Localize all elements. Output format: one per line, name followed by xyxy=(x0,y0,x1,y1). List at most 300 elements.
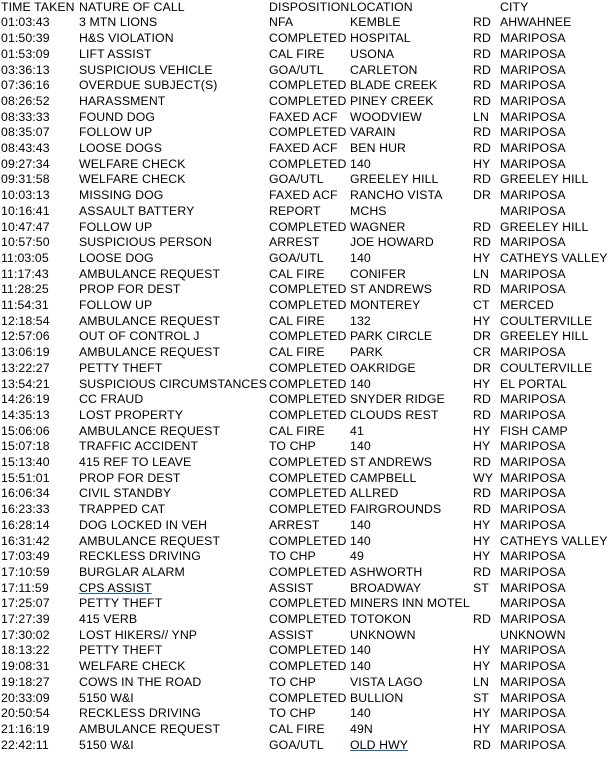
city-cell: MARIPOSA xyxy=(500,643,566,658)
table-row xyxy=(0,329,614,345)
disposition-cell: COMPLETED xyxy=(269,31,347,46)
disposition-cell: COMPLETED xyxy=(269,596,347,611)
header-time-taken: TIME TAKEN xyxy=(1,0,75,14)
disposition-cell: COMPLETED xyxy=(269,156,347,171)
time-cell: 19:08:31 xyxy=(1,659,50,674)
table-row xyxy=(0,15,614,31)
suffix-cell: RD xyxy=(473,407,491,422)
nature-cell: ASSAULT BATTERY xyxy=(79,203,195,218)
table-row xyxy=(0,424,614,440)
disposition-cell: CAL FIRE xyxy=(269,345,325,360)
location-cell: WAGNER xyxy=(350,219,406,234)
location-cell: UNKNOWN xyxy=(350,627,416,642)
location-cell: MONTEREY xyxy=(350,298,421,312)
suffix-cell: ST xyxy=(473,580,489,595)
time-cell: 11:28:25 xyxy=(1,282,49,297)
time-cell: 17:27:39 xyxy=(1,612,50,626)
location-cell: CARLETON xyxy=(350,62,418,77)
nature-cell: BURGLAR ALARM xyxy=(79,564,185,579)
city-cell: MARIPOSA xyxy=(500,486,566,501)
table-row xyxy=(0,596,614,612)
location-cell: KEMBLE xyxy=(350,15,401,30)
nature-cell: PETTY THEFT xyxy=(79,360,163,375)
disposition-cell: COMPLETED xyxy=(269,486,347,501)
suffix-cell: HY xyxy=(473,517,491,532)
suffix-cell: LN xyxy=(473,109,489,124)
time-cell: 15:06:06 xyxy=(1,423,50,438)
disposition-cell: COMPLETED xyxy=(269,455,347,469)
city-cell: MARIPOSA xyxy=(500,109,566,124)
suffix-cell: RD xyxy=(473,737,491,752)
suffix-cell: RD xyxy=(473,455,491,469)
location-cell: BLADE CREEK xyxy=(350,78,438,93)
city-cell: COULTERVILLE xyxy=(500,360,593,375)
nature-cell: 415 REF TO LEAVE xyxy=(79,455,192,469)
city-cell: CATHEYS VALLEY xyxy=(500,250,608,265)
location-cell: 140 xyxy=(350,439,371,454)
location-cell: RANCHO VISTA xyxy=(350,188,443,203)
disposition-cell: COMPLETED xyxy=(269,282,347,297)
suffix-cell: RD xyxy=(473,31,491,46)
city-cell: MARIPOSA xyxy=(500,235,566,250)
time-cell: 01:53:09 xyxy=(1,46,50,61)
suffix-cell: HY xyxy=(473,549,491,564)
table-row xyxy=(0,78,614,94)
header-row xyxy=(0,0,614,16)
location-cell: 140 xyxy=(350,533,371,548)
time-cell: 12:57:06 xyxy=(1,329,50,344)
location-cell: MINERS INN MOTEL xyxy=(350,596,470,611)
location-cell: 49N xyxy=(350,721,373,736)
disposition-cell: COMPLETED xyxy=(269,470,347,485)
time-cell: 10:57:50 xyxy=(1,235,50,250)
city-cell: MARIPOSA xyxy=(500,470,566,485)
disposition-cell: ARREST xyxy=(269,517,320,532)
disposition-cell: ASSIST xyxy=(269,627,314,642)
time-cell: 19:18:27 xyxy=(1,674,50,689)
suffix-cell: HY xyxy=(473,250,491,265)
nature-cell: 415 VERB xyxy=(79,612,138,626)
suffix-cell: RD xyxy=(473,125,491,140)
time-cell: 17:25:07 xyxy=(1,596,50,611)
nature-cell-link[interactable]: CPS ASSIST xyxy=(79,580,152,595)
location-cell: ASHWORTH xyxy=(350,564,423,579)
nature-cell: FOLLOW UP xyxy=(79,125,153,140)
table-row xyxy=(0,314,614,330)
city-cell: MARIPOSA xyxy=(500,690,566,705)
suffix-cell: HY xyxy=(473,721,491,736)
disposition-cell: COMPLETED xyxy=(269,329,347,344)
location-cell: 140 xyxy=(350,659,371,674)
table-row xyxy=(0,675,614,691)
city-cell: GREELEY HILL xyxy=(500,329,589,344)
city-cell: MARIPOSA xyxy=(500,188,566,203)
time-cell: 12:18:54 xyxy=(1,313,50,328)
location-cell: HOSPITAL xyxy=(350,31,411,46)
table-row xyxy=(0,565,614,581)
nature-cell: HARASSMENT xyxy=(79,93,166,108)
nature-cell: SUSPICIOUS CIRCUMSTANCES xyxy=(79,376,268,391)
table-row xyxy=(0,738,614,754)
table-row xyxy=(0,235,614,251)
location-cell: 140 xyxy=(350,517,371,532)
suffix-cell: HY xyxy=(473,313,491,328)
nature-cell: CIVIL STANDBY xyxy=(79,486,172,501)
table-row xyxy=(0,408,614,424)
city-cell: MARIPOSA xyxy=(500,549,566,564)
city-cell: MARIPOSA xyxy=(500,564,566,579)
header-nature-of-call: NATURE OF CALL xyxy=(79,0,185,14)
city-cell: COULTERVILLE xyxy=(500,313,593,328)
table-row xyxy=(0,267,614,283)
disposition-cell: CAL FIRE xyxy=(269,423,325,438)
time-cell: 18:13:22 xyxy=(1,643,50,658)
nature-cell: WELFARE CHECK xyxy=(79,156,186,171)
city-cell: FISH CAMP xyxy=(500,423,568,438)
time-cell: 14:26:19 xyxy=(1,392,50,407)
nature-cell: LOOSE DOG xyxy=(79,250,154,265)
location-cell: 132 xyxy=(350,313,371,328)
table-row xyxy=(0,298,614,314)
table-row xyxy=(0,220,614,236)
disposition-cell: COMPLETED xyxy=(269,533,347,548)
disposition-cell: CAL FIRE xyxy=(269,313,325,328)
table-row xyxy=(0,251,614,267)
table-row xyxy=(0,471,614,487)
time-cell: 14:35:13 xyxy=(1,407,50,422)
disposition-cell: COMPLETED xyxy=(269,612,347,626)
nature-cell: AMBULANCE REQUEST xyxy=(79,313,221,328)
location-cell: PARK CIRCLE xyxy=(350,329,433,344)
disposition-cell: ASSIST xyxy=(269,580,314,595)
city-cell: MARIPOSA xyxy=(500,46,566,61)
time-cell: 08:35:07 xyxy=(1,125,50,140)
city-cell: GREELEY HILL xyxy=(500,219,589,234)
nature-cell: AMBULANCE REQUEST xyxy=(79,266,221,281)
nature-cell: 5150 W&I xyxy=(79,737,134,752)
table-row xyxy=(0,612,614,628)
location-cell: 140 xyxy=(350,250,371,265)
city-cell: MARIPOSA xyxy=(500,674,566,689)
nature-cell: OVERDUE SUBJECT(S) xyxy=(79,78,218,93)
disposition-cell: COMPLETED xyxy=(269,502,347,517)
city-cell: MARIPOSA xyxy=(500,455,566,469)
disposition-cell: COMPLETED xyxy=(269,376,347,391)
suffix-cell: HY xyxy=(473,643,491,658)
nature-cell: FOUND DOG xyxy=(79,109,156,124)
location-cell: CONIFER xyxy=(350,266,407,281)
suffix-cell: LN xyxy=(473,674,489,689)
nature-cell: PETTY THEFT xyxy=(79,596,163,611)
table-row xyxy=(0,439,614,455)
time-cell: 13:54:21 xyxy=(1,376,50,391)
city-cell: MARIPOSA xyxy=(500,125,566,140)
suffix-cell: HY xyxy=(473,156,491,171)
time-cell: 10:16:41 xyxy=(1,203,50,218)
city-cell: MARIPOSA xyxy=(500,737,566,752)
location-cell: OAKRIDGE xyxy=(350,360,416,375)
disposition-cell: TO CHP xyxy=(269,706,316,721)
location-cell: BULLION xyxy=(350,690,404,705)
nature-cell: TRAFFIC ACCIDENT xyxy=(79,439,199,454)
suffix-cell: ST xyxy=(473,690,489,705)
city-cell: MARIPOSA xyxy=(500,266,566,281)
nature-cell: AMBULANCE REQUEST xyxy=(79,721,221,736)
city-cell: MARIPOSA xyxy=(500,659,566,674)
location-cell: VISTA LAGO xyxy=(350,674,423,689)
time-cell: 10:47:47 xyxy=(1,219,50,234)
table-row xyxy=(0,706,614,722)
nature-cell: OUT OF CONTROL J xyxy=(79,329,200,344)
city-cell: MARIPOSA xyxy=(500,203,566,218)
table-row xyxy=(0,502,614,518)
suffix-cell: RD xyxy=(473,219,491,234)
suffix-cell: RD xyxy=(473,564,491,579)
suffix-cell: WY xyxy=(473,470,494,485)
disposition-cell: TO CHP xyxy=(269,439,316,454)
table-row xyxy=(0,204,614,220)
table-row xyxy=(0,47,614,63)
nature-cell: TRAPPED CAT xyxy=(79,502,166,517)
suffix-cell: RD xyxy=(473,392,491,407)
nature-cell: AMBULANCE REQUEST xyxy=(79,423,221,438)
table-row xyxy=(0,157,614,173)
disposition-cell: GOA/UTL xyxy=(269,172,324,187)
time-cell: 17:30:02 xyxy=(1,627,50,642)
time-cell: 08:26:52 xyxy=(1,93,50,108)
location-cell: BEN HUR xyxy=(350,141,407,155)
suffix-cell: RD xyxy=(473,612,491,626)
nature-cell: PETTY THEFT xyxy=(79,643,163,658)
disposition-cell: GOA/UTL xyxy=(269,250,324,265)
time-cell: 13:06:19 xyxy=(1,345,50,360)
header-disposition: DISPOSITION xyxy=(269,0,350,14)
location-cell: BROADWAY xyxy=(350,580,422,595)
suffix-cell: HY xyxy=(473,439,491,454)
city-cell: MARIPOSA xyxy=(500,78,566,93)
nature-cell: LOST HIKERS// YNP xyxy=(79,627,198,642)
nature-cell: DOG LOCKED IN VEH xyxy=(79,517,208,532)
table-row xyxy=(0,282,614,298)
disposition-cell: COMPLETED xyxy=(269,564,347,579)
time-cell: 10:03:13 xyxy=(1,188,50,203)
disposition-cell: TO CHP xyxy=(269,674,316,689)
table-row xyxy=(0,94,614,110)
nature-cell: MISSING DOG xyxy=(79,188,164,203)
nature-cell: LIFT ASSIST xyxy=(79,46,152,61)
disposition-cell: FAXED ACF xyxy=(269,188,338,203)
disposition-cell: REPORT xyxy=(269,203,321,218)
city-cell: MARIPOSA xyxy=(500,580,566,595)
disposition-cell: COMPLETED xyxy=(269,298,347,312)
disposition-cell: COMPLETED xyxy=(269,219,347,234)
time-cell: 08:43:43 xyxy=(1,141,50,155)
table-row xyxy=(0,455,614,471)
city-cell: MARIPOSA xyxy=(500,156,566,171)
time-cell: 15:13:40 xyxy=(1,455,50,469)
nature-cell: SUSPICIOUS PERSON xyxy=(79,235,212,250)
nature-cell: RECKLESS DRIVING xyxy=(79,706,201,721)
nature-cell: FOLLOW UP xyxy=(79,298,153,312)
disposition-cell: TO CHP xyxy=(269,549,316,564)
time-cell: 17:10:59 xyxy=(1,564,50,579)
suffix-cell: RD xyxy=(473,62,491,77)
time-cell: 07:36:16 xyxy=(1,78,50,93)
suffix-cell: RD xyxy=(473,282,491,297)
suffix-cell: RD xyxy=(473,93,491,108)
table-row xyxy=(0,518,614,534)
nature-cell: AMBULANCE REQUEST xyxy=(79,345,221,360)
nature-cell: 3 MTN LIONS xyxy=(79,15,158,30)
disposition-cell: CAL FIRE xyxy=(269,46,325,61)
location-cell: TOTOKON xyxy=(350,612,412,626)
city-cell: MARIPOSA xyxy=(500,407,566,422)
location-cell: WOODVIEW xyxy=(350,109,422,124)
disposition-cell: COMPLETED xyxy=(269,78,347,93)
city-cell: GREELEY HILL xyxy=(500,172,589,187)
time-cell: 03:36:13 xyxy=(1,62,50,77)
city-cell: MARIPOSA xyxy=(500,282,566,297)
city-cell: MERCED xyxy=(500,298,554,312)
suffix-cell: LN xyxy=(473,266,489,281)
suffix-cell: RD xyxy=(473,141,491,155)
suffix-cell: DR xyxy=(473,329,491,344)
city-cell: CATHEYS VALLEY xyxy=(500,533,608,548)
table-row xyxy=(0,581,614,597)
city-cell: MARIPOSA xyxy=(500,31,566,46)
city-cell: UNKNOWN xyxy=(500,627,566,642)
location-cell: 140 xyxy=(350,643,371,658)
table-row xyxy=(0,486,614,502)
location-cell: FAIRGROUNDS xyxy=(350,502,442,517)
nature-cell: WELFARE CHECK xyxy=(79,659,186,674)
time-cell: 15:51:01 xyxy=(1,470,50,485)
suffix-cell: CR xyxy=(473,345,491,360)
header-city: CITY xyxy=(500,0,529,14)
city-cell: MARIPOSA xyxy=(500,345,566,360)
time-cell: 11:17:43 xyxy=(1,266,49,281)
suffix-cell: RD xyxy=(473,235,491,250)
city-cell: MARIPOSA xyxy=(500,706,566,721)
location-cell: PARK xyxy=(350,345,383,360)
time-cell: 08:33:33 xyxy=(1,109,50,124)
disposition-cell: GOA/UTL xyxy=(269,737,324,752)
location-cell: ST ANDREWS xyxy=(350,455,433,469)
location-cell: GREELEY HILL xyxy=(350,172,439,187)
city-cell: MARIPOSA xyxy=(500,392,566,407)
suffix-cell: RD xyxy=(473,486,491,501)
time-cell: 09:27:34 xyxy=(1,156,50,171)
header-location: LOCATION xyxy=(350,0,413,14)
time-cell: 15:07:18 xyxy=(1,439,50,454)
table-row xyxy=(0,188,614,204)
time-cell: 20:50:54 xyxy=(1,706,50,721)
table-row xyxy=(0,392,614,408)
disposition-cell: GOA/UTL xyxy=(269,62,324,77)
suffix-cell: DR xyxy=(473,360,491,375)
location-cell-link[interactable]: OLD HWY xyxy=(350,737,409,752)
suffix-cell: CT xyxy=(473,298,490,312)
location-cell: VARAIN xyxy=(350,125,396,140)
table-row xyxy=(0,110,614,126)
location-cell: CAMPBELL xyxy=(350,470,417,485)
suffix-cell: RD xyxy=(473,78,491,93)
time-cell: 09:31:58 xyxy=(1,172,50,187)
time-cell: 16:31:42 xyxy=(1,533,50,548)
disposition-cell: COMPLETED xyxy=(269,93,347,108)
disposition-cell: CAL FIRE xyxy=(269,266,325,281)
location-cell: 140 xyxy=(350,706,371,721)
table-row xyxy=(0,63,614,79)
table-row xyxy=(0,643,614,659)
nature-cell: RECKLESS DRIVING xyxy=(79,549,201,564)
suffix-cell: HY xyxy=(473,659,491,674)
suffix-cell: HY xyxy=(473,533,491,548)
suffix-cell: HY xyxy=(473,423,491,438)
time-cell: 20:33:09 xyxy=(1,690,50,705)
city-cell: MARIPOSA xyxy=(500,517,566,532)
city-cell: MARIPOSA xyxy=(500,596,566,611)
time-cell: 16:06:34 xyxy=(1,486,50,501)
location-cell: 140 xyxy=(350,376,371,391)
nature-cell: LOOSE DOGS xyxy=(79,141,163,155)
city-cell: MARIPOSA xyxy=(500,612,566,626)
location-cell: MCHS xyxy=(350,203,387,218)
city-cell: MARIPOSA xyxy=(500,439,566,454)
location-cell: 41 xyxy=(350,423,364,438)
time-cell: 16:28:14 xyxy=(1,517,50,532)
city-cell: MARIPOSA xyxy=(500,93,566,108)
location-cell: 49 xyxy=(350,549,364,564)
disposition-cell: CAL FIRE xyxy=(269,721,325,736)
table-row xyxy=(0,172,614,188)
suffix-cell: HY xyxy=(473,706,491,721)
time-cell: 11:03:05 xyxy=(1,250,49,265)
table-row xyxy=(0,361,614,377)
location-cell: USONA xyxy=(350,46,395,61)
location-cell: ALLRED xyxy=(350,486,399,501)
disposition-cell: COMPLETED xyxy=(269,659,347,674)
nature-cell: H&S VIOLATION xyxy=(79,31,174,46)
table-row xyxy=(0,534,614,550)
nature-cell: 5150 W&I xyxy=(79,690,134,705)
city-cell: AHWAHNEE xyxy=(500,15,572,30)
table-row xyxy=(0,125,614,141)
disposition-cell: COMPLETED xyxy=(269,643,347,658)
disposition-cell: FAXED ACF xyxy=(269,141,338,155)
disposition-cell: NFA xyxy=(269,15,294,30)
location-cell: PINEY CREEK xyxy=(350,93,434,108)
suffix-cell: HY xyxy=(473,376,491,391)
city-cell: MARIPOSA xyxy=(500,502,566,517)
city-cell: MARIPOSA xyxy=(500,721,566,736)
disposition-cell: COMPLETED xyxy=(269,125,347,140)
disposition-cell: COMPLETED xyxy=(269,392,347,407)
location-cell: JOE HOWARD xyxy=(350,235,434,250)
table-row xyxy=(0,549,614,565)
time-cell: 22:42:11 xyxy=(1,737,49,752)
suffix-cell: RD xyxy=(473,172,491,187)
time-cell: 17:11:59 xyxy=(1,580,49,595)
location-cell: SNYDER RIDGE xyxy=(350,392,445,407)
nature-cell: LOST PROPERTY xyxy=(79,407,184,422)
table-row xyxy=(0,31,614,47)
nature-cell: CC FRAUD xyxy=(79,392,144,407)
table-row xyxy=(0,141,614,157)
table-row xyxy=(0,377,614,393)
disposition-cell: COMPLETED xyxy=(269,407,347,422)
table-row xyxy=(0,628,614,644)
